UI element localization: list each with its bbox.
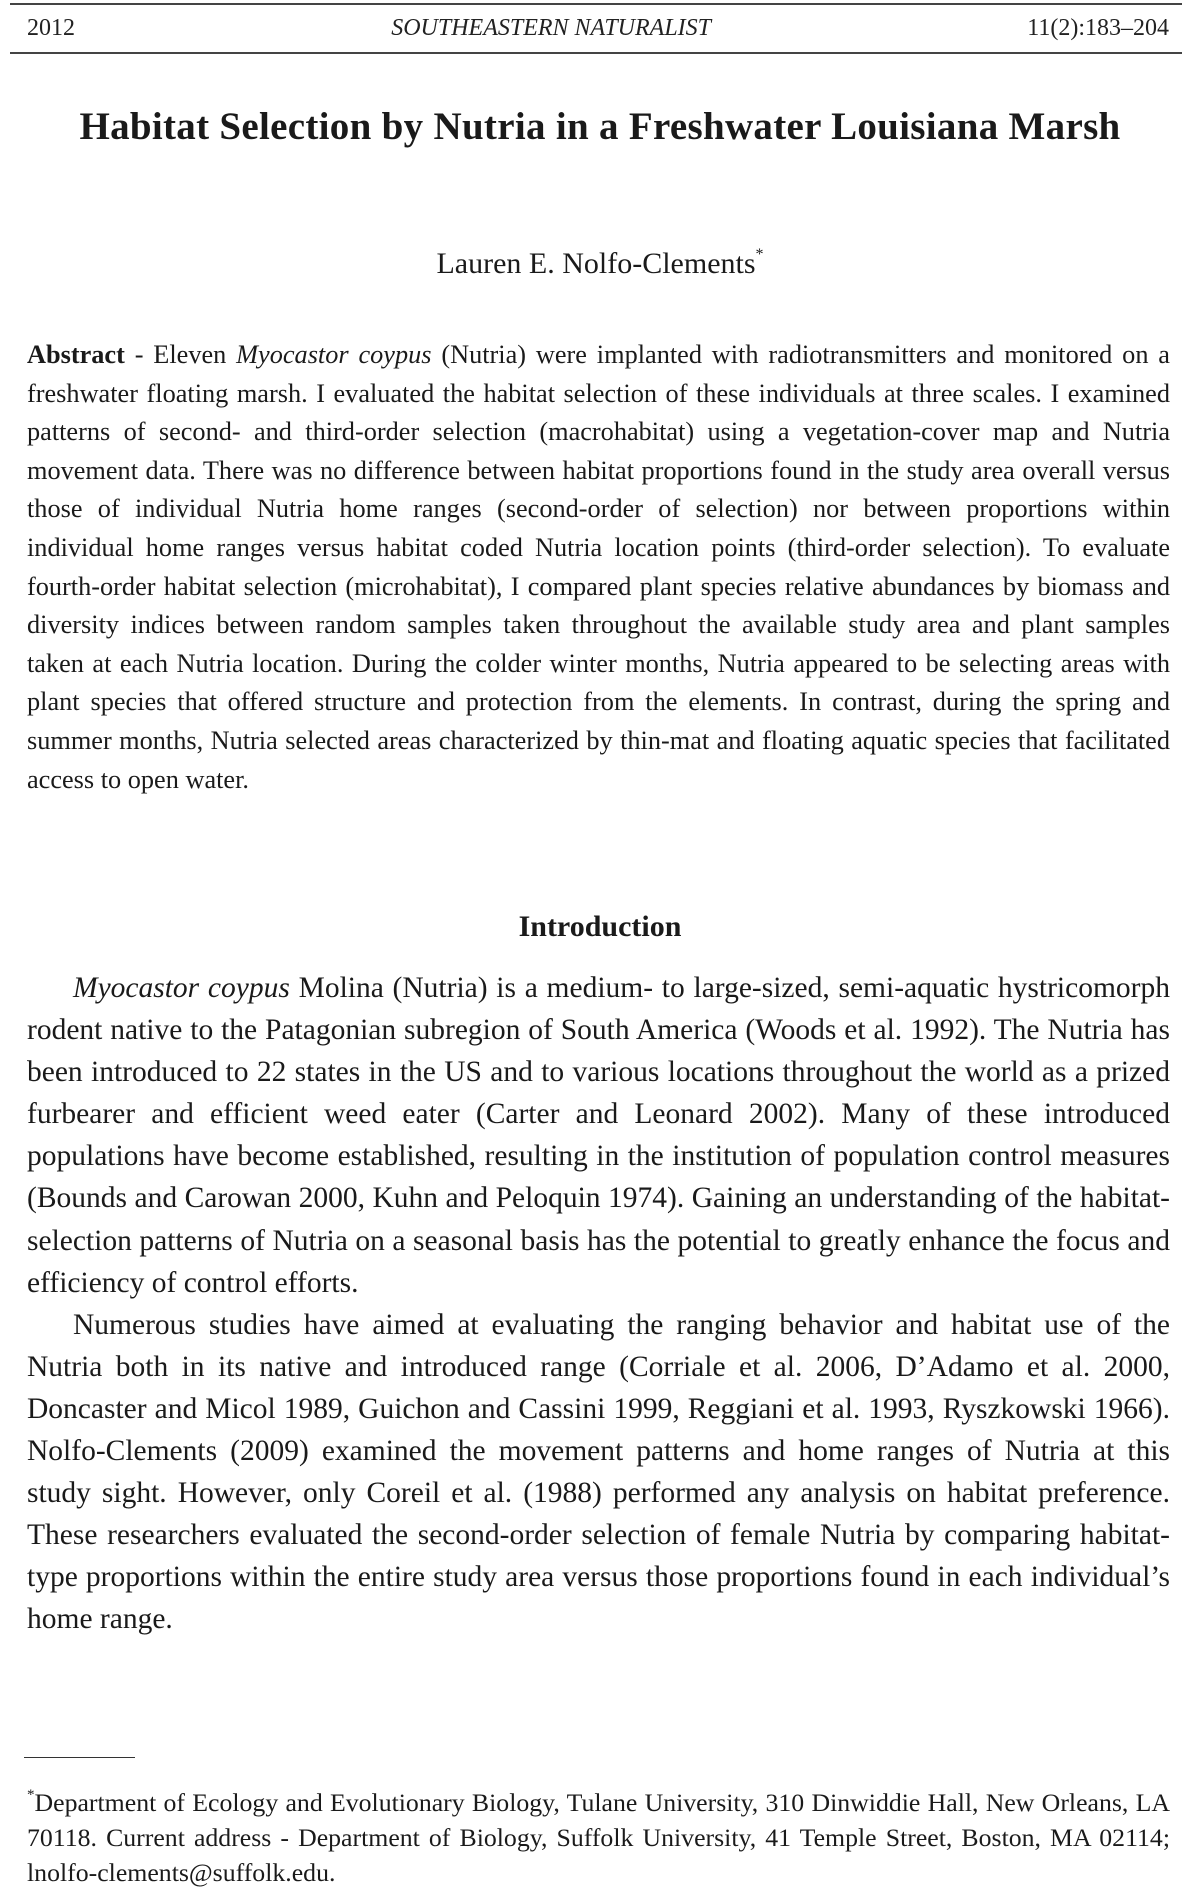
abstract-label: Abstract [27, 340, 125, 369]
abstract-species-name: Myocastor coypus [236, 340, 432, 369]
footnote-rule [24, 1757, 135, 1758]
introduction-body [27, 967, 1170, 1641]
intro-paragraph-text: Molina (Nutria) is a medium- to large-sized, semi-aquatic hystricomorph rodent native to the Patagonian subregion of South America (Woods et al. 1992). The Nutria has been introduced to 22 states in the US and to various locations throughout the world as a prized furbearer and efficient weed eater (Carter and Leonard 2002). Many of these introduced populations have become established, resulting in the institution of population control measures (Bounds and Carowan 2000, Kuhn and Peloquin 1974). Gaining an understanding of the habitat-selection patterns of Nutria on a seasonal basis has the potential to greatly enhance the focus and efficiency of control efforts. [27, 972, 1170, 1299]
running-head-volume-pages: 11(2):183–204 [1027, 14, 1169, 41]
footnote-text: Department of Ecology and Evolutionary Biology, Tulane University, 310 Dinwiddie Hall, New Orleans, LA 70118. Current address - Department of Biology, Suffolk University, 41 Temple Street, Boston, MA 02114; lnolfo-clements@suffolk.edu. [27, 1788, 1170, 1887]
author-line [0, 246, 1200, 281]
author-name: Lauren E. Nolfo-Clements [436, 247, 756, 280]
abstract [27, 336, 1170, 799]
header-top-rule [10, 3, 1182, 5]
abstract-separator: - Eleven [124, 340, 237, 369]
author-footnote-marker[interactable]: * [755, 246, 764, 263]
running-head-journal: SOUTHEASTERN NATURALIST [391, 14, 712, 41]
author-affiliation-footnote [27, 1778, 1170, 1890]
abstract-text: (Nutria) were implanted with radiotransmitters and monitored on a freshwater floating marsh. I evaluated the habitat selection of these individuals at three scales. I examined patterns of second- and third-order selection (macrohabitat) using a vegetation-cover map and Nutria movement data. There was no difference between habitat proportions found in the study area overall versus those of individual Nutria home ranges (second-order of selection) nor between proportions within individual home ranges versus habitat coded Nutria location points (third-order selection). To evaluate fourth-order habitat selection (microhabitat), I compared plant species relative abundances by biomass and diversity indices between random samples taken throughout the available study area and plant samples taken at each Nutria location. During the colder winter months, Nutria appeared to be selecting areas with plant species that offered structure and protection from the elements. In contrast, during the spring and summer months, Nutria selected areas characterized by thin-mat and floating aquatic species that facilitated access to open water. [27, 340, 1170, 794]
intro-paragraph [27, 967, 1170, 1304]
header-bottom-rule [10, 52, 1182, 54]
running-head-year: 2012 [27, 14, 75, 41]
intro-species-name: Myocastor coypus [73, 972, 290, 1004]
intro-paragraph [27, 1304, 1170, 1641]
running-head [27, 8, 1169, 48]
section-heading-introduction: Introduction [518, 910, 682, 943]
intro-paragraph-text: Numerous studies have aimed at evaluating the ranging behavior and habitat use of the Nutria both in its native and introduced range (Corriale et al. 2006, D’Adamo et al. 2000, Doncaster and Micol 1989, Guichon and Cassini 1999, Reggiani et al. 1993, Ryszkowski 1966). Nolfo-Clements (2009) examined the movement patterns and home ranges of Nutria at this study sight. However, only Coreil et al. (1988) performed any analysis on habitat preference. These researchers evaluated the second-order selection of female Nutria by comparing habitat-type proportions within the entire study area versus those proportions found in each individual’s home range. [27, 1308, 1170, 1636]
footnote-marker: * [27, 1787, 35, 1803]
article-title: Habitat Selection by Nutria in a Freshwater Louisiana Marsh [79, 105, 1121, 148]
